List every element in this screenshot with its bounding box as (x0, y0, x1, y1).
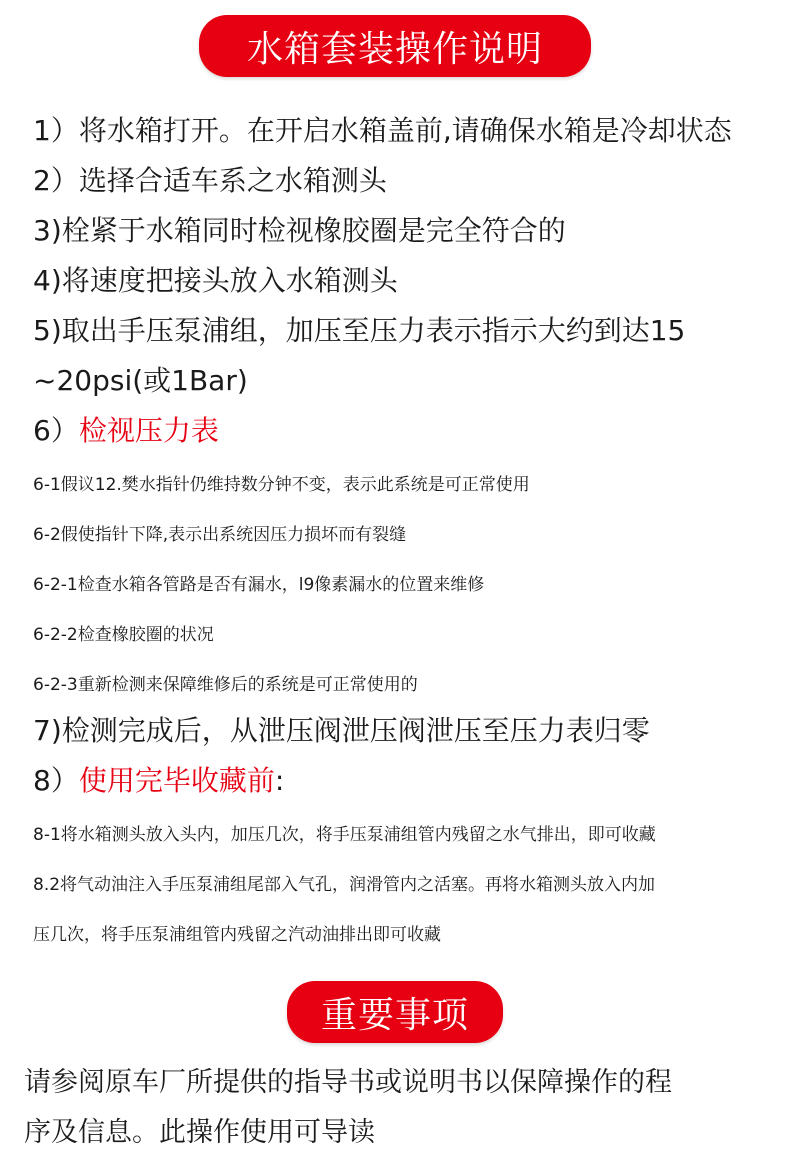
step-6-2-1: 6-2-1检查水箱各管路是否有漏水，l9像素漏水的位置来维修 (33, 575, 485, 595)
step-5-line-1: 5)取出手压泵浦组，加压至压力表示指示大约到达15 (33, 314, 686, 347)
page-title: 水箱套装操作说明 (199, 15, 591, 77)
step-3: 3)栓紧于水箱同时检视橡胶圈是完全符合的 (33, 214, 566, 247)
step-8-number: 8） (33, 764, 79, 797)
step-6-2-2: 6-2-2检查橡胶圈的状况 (33, 625, 214, 645)
step-8 (33, 764, 284, 798)
step-8-highlight: 使用完毕收藏前 (78, 764, 275, 797)
step-8-colon: : (274, 764, 285, 797)
step-6-number: 6） (33, 414, 79, 447)
step-1: 1）将水箱打开。在开启水箱盖前,请确保水箱是冷却状态 (33, 114, 732, 147)
step-6-highlight: 检视压力表 (78, 414, 219, 447)
step-8-1: 8-1将水箱测头放入头内，加压几次，将手压泵浦组管内残留之水气排出，即可收藏 (33, 825, 656, 845)
notice-line-1: 请参阅原车厂所提供的指导书或说明书以保障操作的程 (24, 1067, 672, 1098)
step-4: 4)将速度把接头放入水箱测头 (33, 264, 398, 297)
step-6-1: 6-1假议12.樊水指针仍维持数分钟不变，表示此系统是可正常使用 (33, 475, 530, 495)
notice-line-2: 序及信息。此操作使用可导读 (24, 1117, 375, 1148)
step-6 (33, 414, 219, 448)
step-2: 2）选择合适车系之水箱测头 (33, 164, 387, 197)
step-8-2-line-2: 压几次，将手压泵浦组管内残留之汽动油排出即可收藏 (33, 925, 441, 945)
step-8-2-line-1: 8.2将气动油注入手压泵浦组尾部入气孔，润滑管内之活塞。再将水箱测头放入内加 (33, 875, 656, 895)
step-7: 7)检测完成后，从泄压阀泄压阀泄压至压力表归零 (33, 714, 650, 747)
notice-title: 重要事项 (287, 981, 503, 1043)
step-6-2-3: 6-2-3重新检测来保障维修后的系统是可正常使用的 (33, 675, 418, 695)
step-6-2: 6-2假使指针下降,表示出系统因压力损坏而有裂缝 (33, 525, 407, 545)
step-5-line-2: ~20psi(或1Bar) (33, 364, 248, 397)
